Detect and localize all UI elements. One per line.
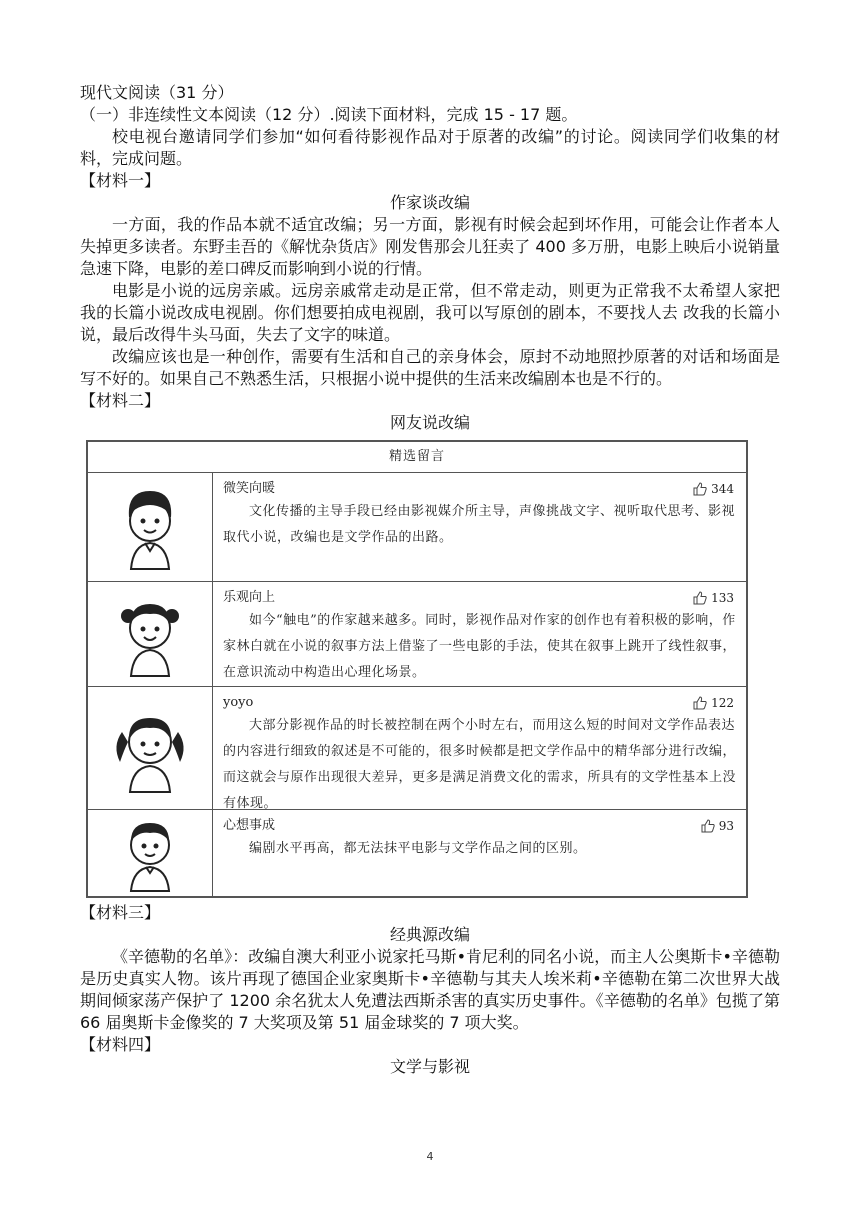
material2-label: 【材料二】: [80, 391, 161, 410]
comment-text: 如今“触电”的作家越来越多。同时，影视作品对作家的创作也有着积极的影响，作家林白就在小说的叙事方法上借鉴了一些电影的手法，使其在叙事上跳开了线性叙事，在意识流动中构造出心理化场景。: [223, 613, 737, 680]
material3-label: 【材料三】: [80, 903, 161, 922]
comment-row: [88, 473, 746, 582]
thumbs-up-icon: [693, 696, 707, 710]
material1-title: 作家谈改编: [389, 193, 470, 212]
comment-text: 大部分影视作品的时长被控制在两个小时左右，而用这么短的时间对文学作品表达的内容进行细致的叙述是不可能的，很多时候都是把文学作品中的精华部分进行改编，而这就会与原作出现很大差异，更多是满足消费文化的需求，所具有的文学性基本上没有体现。: [223, 718, 737, 811]
material3-title: 经典源改编: [389, 925, 470, 944]
comment-row: [88, 582, 746, 687]
comment-username: 微笑向暖: [223, 481, 276, 496]
comment-row: [88, 687, 746, 810]
intro-paragraph: 校电视台邀请同学们参加“如何看待影视作品对于原著的改编”的讨论。阅读同学们收集的材料，完成问题。: [80, 127, 780, 168]
comment-username: 心想事成: [223, 818, 276, 833]
material1-paragraph-3: 改编应该也是一种创作，需要有生活和自己的亲身体会，原封不动地照抄原著的对话和场面是写不好的。如果自己不熟悉生活，只根据小说中提供的生活来改编剧本也是不行的。: [80, 347, 780, 388]
comment-username: 乐观向上: [223, 590, 276, 605]
document-page: [80, 82, 780, 1078]
material1-paragraph-1: 一方面，我的作品本就不适宜改编；另一方面，影视有时候会起到坏作用，可能会让作者本人失掉更多读者。东野圭吾的《解忧杂货店》刚发售那会儿狂卖了 400 多万册，电影上映后小说销量急速下降，电影的差口碑反而影响到小说的行情。: [80, 215, 780, 278]
girl-avatar-icon: [113, 590, 187, 678]
material3-paragraph: 《辛德勒的名单》：改编自澳大利亚小说家托马斯•肯尼利的同名小说，而主人公奥斯卡•辛德勒是历史真实人物。该片再现了德国企业家奥斯卡•辛德勒与其夫人埃米莉•辛德勒在第二次世界大战期间倾家荡产保护了 1200 余名犹太人免遭法西斯杀害的真实历史事件。《辛德勒的名单》包揽了第 66 届奥斯卡金像奖的 7 大奖项及第 51 届金球奖的 7 项大奖。: [80, 947, 780, 1032]
like-count: 122: [693, 693, 734, 713]
comment-text: 编剧水平再高，都无法抹平电影与文学作品之间的区别。: [249, 841, 587, 856]
material2-title: 网友说改编: [389, 413, 470, 432]
comment-username: yoyo: [223, 695, 254, 710]
girl-avatar-icon: [110, 702, 190, 794]
comment-text: 文化传播的主导手段已经由影视媒介所主导，声像挑战文字、视听取代思考、影视取代小说，改编也是文学作品的出路。: [223, 504, 736, 545]
featured-comments-box: [86, 440, 748, 898]
comment-row: [88, 810, 746, 896]
material1-paragraph-2: 电影是小说的远房亲戚。远房亲戚常走动是正常，但不常走动，则更为正常我不太希望人家把我的长篇小说改成电视剧。你们想要拍成电视剧，我可以写原创的剧本，不要找人去 改我的长篇小说，最后改得牛头马面，失去了文字的味道。: [80, 281, 780, 344]
like-count: 133: [693, 588, 734, 608]
thumbs-up-icon: [701, 819, 715, 833]
like-count: 344: [693, 479, 734, 499]
thumbs-up-icon: [693, 591, 707, 605]
like-count: 93: [701, 816, 734, 836]
boy-avatar-icon: [117, 813, 183, 893]
section-title: 现代文阅读（31 分）: [80, 83, 234, 102]
material4-title: 文学与影视: [389, 1057, 470, 1076]
comments-box-title: 精选留言: [88, 442, 746, 473]
material1-label: 【材料一】: [80, 171, 161, 190]
section-subtitle: （一）非连续性文本阅读（12 分）.阅读下面材料，完成 15 - 17 题。: [80, 105, 578, 124]
thumbs-up-icon: [693, 482, 707, 496]
page-number: 4: [426, 1150, 434, 1163]
boy-avatar-icon: [115, 483, 185, 571]
material4-label: 【材料四】: [80, 1035, 161, 1054]
